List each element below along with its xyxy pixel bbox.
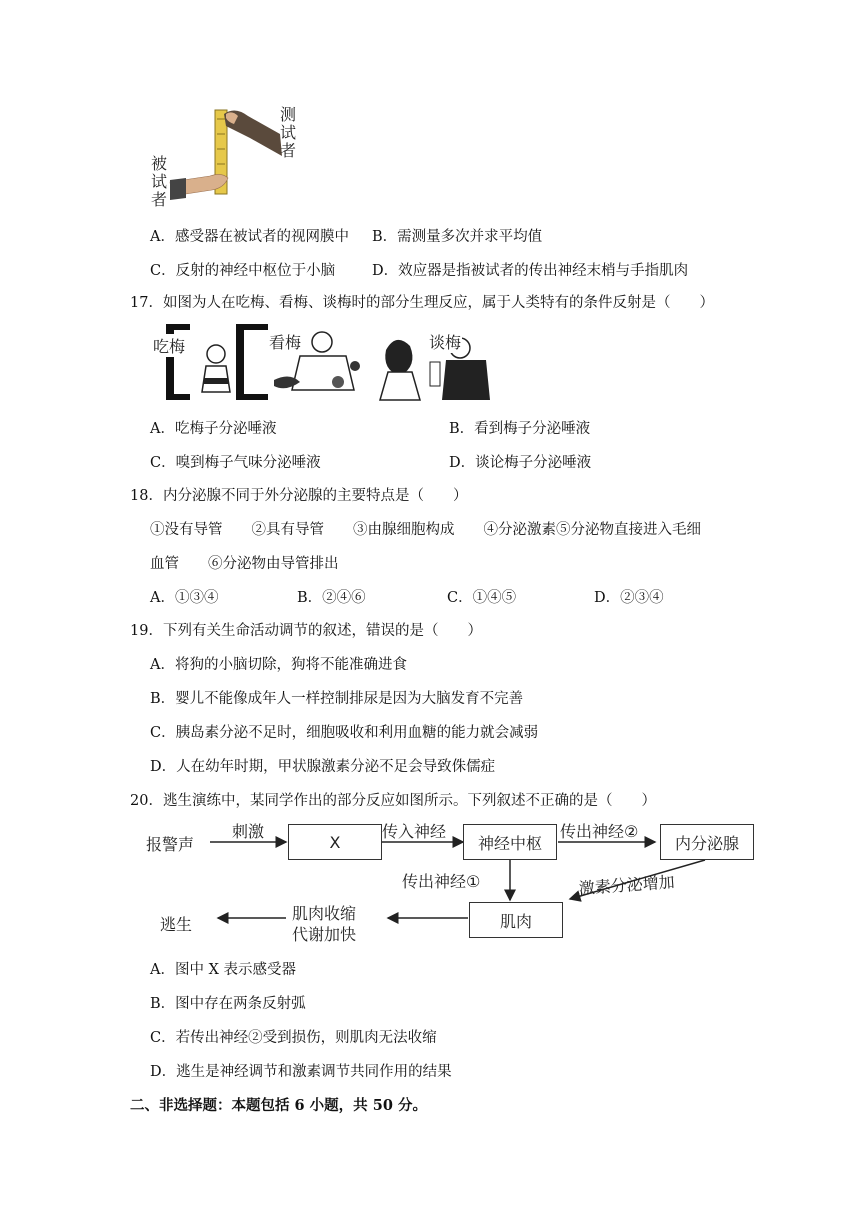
- section-2-heading: 二、非选择题：本题包括 6 小题，共 50 分。: [130, 1097, 427, 1114]
- q18-items-line1: ①没有导管 ②具有导管 ③由腺细胞构成 ④分泌激素⑤分泌物直接进入毛细: [150, 522, 701, 538]
- label-eat-plum: 吃梅: [152, 334, 186, 357]
- alarm-sound-label: 报警声: [146, 835, 195, 854]
- subject-label: 被 试 者: [151, 154, 168, 209]
- q20-option-d: D．逃生是神经调节和激素调节共同作用的结果: [150, 1064, 452, 1080]
- q18-items-line2: 血管 ⑥分泌物由导管排出: [150, 556, 339, 572]
- stimulus-label: 刺激: [232, 822, 265, 841]
- q20-option-c: C．若传出神经②受到损伤，则肌肉无法收缩: [150, 1030, 437, 1046]
- endocrine-gland-label: 内分泌腺: [674, 833, 739, 853]
- q19-option-d: D．人在幼年时期，甲状腺激素分泌不足会导致侏儒症: [150, 759, 496, 775]
- q16-option-c: C．反射的神经中枢位于小脑: [150, 263, 336, 279]
- muscle-box: [469, 902, 563, 938]
- q16-option-b: B．需测量多次并求平均值: [372, 229, 543, 245]
- tester-label: 测 试 者: [280, 105, 297, 160]
- q18-option-a: A．①③④: [150, 590, 219, 606]
- efferent-nerve-1-label: 传出神经①: [402, 872, 481, 891]
- q18-option-b: B．②④⑥: [297, 590, 366, 606]
- q19-option-c: C．胰岛素分泌不足时，细胞吸收和利用血糖的能力就会减弱: [150, 725, 539, 741]
- q20-stem: 20．逃生演练中，某同学作出的部分反应如图所示。下列叙述不正确的是（ ）: [130, 793, 656, 809]
- x-box-label: X: [329, 832, 341, 852]
- nerve-center-label: 神经中枢: [477, 833, 542, 853]
- receptor-x-box: [288, 824, 382, 860]
- q16-option-d: D．效应器是指被试者的传出神经末梢与手指肌肉: [372, 263, 689, 279]
- muscle-label: 肌肉: [499, 911, 532, 931]
- efferent-nerve-2-label: 传出神经②: [560, 822, 639, 841]
- q20-option-b: B．图中存在两条反射弧: [150, 996, 306, 1012]
- escape-label: 逃生: [160, 915, 193, 934]
- muscle-contract-label: 肌肉收缩: [292, 904, 357, 923]
- q19-option-a: A．将狗的小脑切除，狗将不能准确进食: [150, 657, 407, 673]
- label-see-plum: 看梅: [268, 330, 302, 353]
- q20-option-a: A．图中 X 表示感受器: [150, 962, 297, 978]
- q19-stem: 19．下列有关生命活动调节的叙述，错误的是（ ）: [130, 623, 482, 639]
- label-talk-plum: 谈梅: [428, 330, 462, 353]
- q17-option-a: A．吃梅子分泌唾液: [150, 421, 277, 437]
- q17-option-d: D．谈论梅子分泌唾液: [449, 455, 592, 471]
- q18-stem: 18．内分泌腺不同于外分泌腺的主要特点是（ ）: [130, 488, 468, 504]
- q19-option-b: B．婴儿不能像成年人一样控制排尿是因为大脑发育不完善: [150, 691, 524, 707]
- q18-option-c: C．①④⑤: [447, 590, 517, 606]
- endocrine-gland-box: [660, 824, 754, 860]
- q17-option-c: C．嗅到梅子气味分泌唾液: [150, 455, 321, 471]
- hormone-increase-label: 激素分泌增加: [578, 872, 676, 898]
- q17-option-b: B．看到梅子分泌唾液: [449, 421, 591, 437]
- q18-option-d: D．②③④: [594, 590, 664, 606]
- nerve-center-box: [463, 824, 557, 860]
- metabolism-label: 代谢加快: [292, 925, 357, 944]
- q16-option-a: A．感受器在被试者的视网膜中: [150, 229, 349, 245]
- q17-stem: 17．如图为人在吃梅、看梅、谈梅时的部分生理反应，属于人类特有的条件反射是（ ）: [130, 295, 714, 311]
- afferent-nerve-label: 传入神经: [382, 822, 447, 841]
